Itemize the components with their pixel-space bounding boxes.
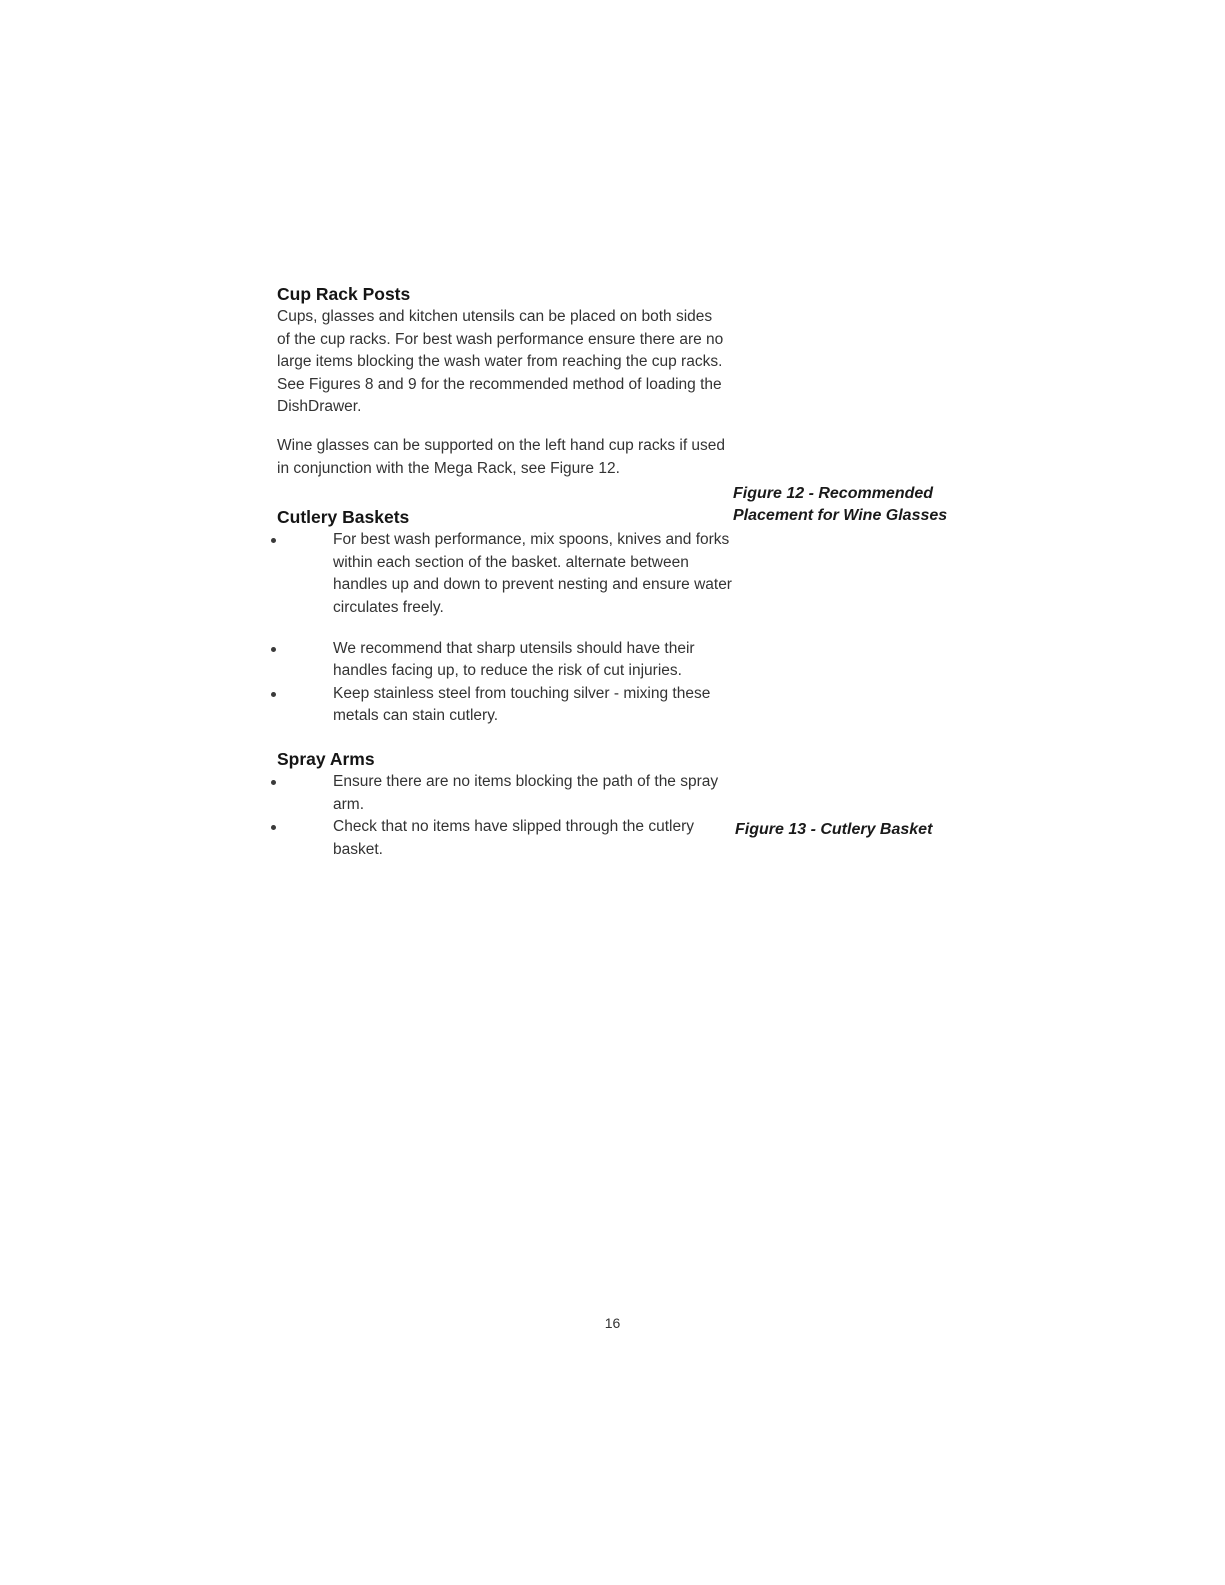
bullet-text: We recommend that sharp utensils should have their handles facing up, to reduce the risk of cut injuries. xyxy=(333,639,695,680)
cutlery-bullet-list xyxy=(277,529,737,728)
section-cup-rack-posts xyxy=(277,283,737,480)
spray-arms-bullet-list xyxy=(277,771,737,861)
list-item xyxy=(277,638,733,683)
figure-13-caption: Figure 13 - Cutlery Basket xyxy=(735,821,933,838)
heading-cup-rack-posts: Cup Rack Posts xyxy=(277,284,411,304)
section-spray-arms xyxy=(277,748,737,861)
paragraph-wine-glasses: Wine glasses can be supported on the left hand cup racks if used in conjunction with the Mega Rack, see Figure 12. xyxy=(277,436,726,477)
bullet-text: Ensure there are no items blocking the path of the spray arm. xyxy=(333,772,719,813)
section-cutlery-baskets xyxy=(277,506,737,728)
list-item xyxy=(277,683,733,728)
bullet-icon xyxy=(271,647,276,652)
main-column xyxy=(277,283,737,861)
bullet-text: Check that no items have slipped through the cutlery basket. xyxy=(333,818,695,858)
heading-cutlery-baskets: Cutlery Baskets xyxy=(277,507,410,528)
page-number: 16 xyxy=(604,1315,621,1331)
paragraph-cup-rack-loading: Cups, glasses and kitchen utensils can be placed on both sides of the cup racks. For best wash performance ensure there are no large items blocking the wash water from reaching the cup racks. See Figures 8 and 9 for the recommended method of loading the DishDrawer. xyxy=(277,308,724,416)
bullet-text: For best wash performance, mix spoons, knives and forks within each section of the basket. alternate between handles up and down to prevent nesting and ensure water circulates freely. xyxy=(333,531,732,616)
figure-12-caption: Figure 12 - Recommended Placement for Wine Glasses xyxy=(733,485,948,524)
bullet-icon xyxy=(271,825,276,830)
bullet-icon xyxy=(271,780,276,785)
bullet-text: Keep stainless steel from touching silver - mixing these metals can stain cutlery. xyxy=(333,684,711,725)
list-item xyxy=(277,816,733,861)
list-item xyxy=(277,771,733,816)
heading-spray-arms: Spray Arms xyxy=(277,748,375,769)
list-item xyxy=(277,529,733,619)
bullet-icon xyxy=(271,538,276,543)
bullet-icon xyxy=(271,692,276,697)
